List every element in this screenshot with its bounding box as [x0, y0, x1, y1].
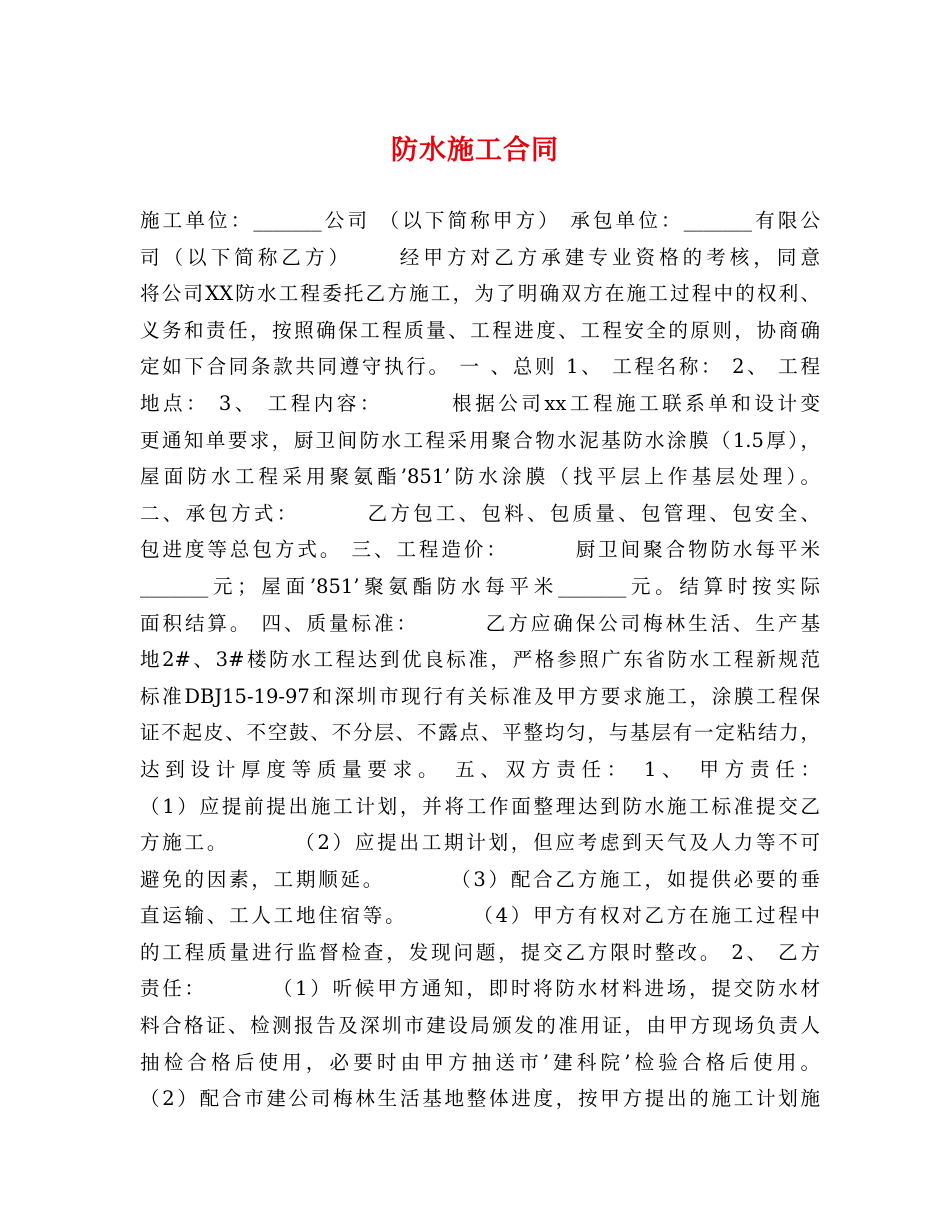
body-line: 责任： （1）听候甲方通知，即时将防水材料进场，提交防水材 [140, 977, 820, 1001]
body-line: 二、承包方式： 乙方包工、包料、包质量、包管理、包安全、 [140, 501, 820, 525]
body-line: 直运输、工人工地住宿等。 （4）甲方有权对乙方在施工过程中 [140, 904, 820, 928]
body-line: 达到设计厚度等质量要求。 五、双方责任： 1、 甲方责任： [140, 757, 820, 781]
body-line: 屋面防水工程采用聚氨酯’851’防水涂膜（找平层上作基层处理）。 [140, 465, 820, 489]
body-line: 的工程质量进行监督检查，发现问题，提交乙方限时整改。 2、 乙方 [140, 940, 820, 964]
body-line: 将公司XX防水工程委托乙方施工，为了明确双方在施工过程中的权利、 [140, 282, 820, 306]
contract-body [140, 203, 820, 1118]
body-line: 方施工。 （2）应提出工期计划，但应考虑到天气及人力等不可 [140, 831, 820, 855]
body-line: _______元；屋面’851’聚氨酯防水每平米_______元。结算时按实际 [140, 574, 820, 598]
body-line: 抽检合格后使用，必要时由甲方抽送市’建科院’检验合格后使用。 [140, 1050, 820, 1074]
body-line: 定如下合同条款共同遵守执行。 一 、总则 1、 工程名称： 2、 工程 [140, 355, 820, 379]
body-line: 地点： 3、 工程内容： 根据公司xx工程施工联系单和设计变 [140, 391, 820, 415]
body-line: 标准DBJ15-19-97和深圳市现行有关标准及甲方要求施工，涂膜工程保 [140, 684, 820, 708]
body-line: 施工单位：_______公司 （以下简称甲方） 承包单位：_______有限公 [140, 209, 820, 232]
body-line: 面积结算。 四、质量标准： 乙方应确保公司梅林生活、生产基 [140, 611, 820, 635]
body-line: 料合格证、检测报告及深圳市建设局颁发的准用证，由甲方现场负责人 [140, 1014, 820, 1038]
body-line: 避免的因素，工期顺延。 （3）配合乙方施工，如提供必要的垂 [140, 867, 820, 891]
document-title: 防水施工合同 [391, 135, 559, 166]
body-line: 司（以下简称乙方） 经甲方对乙方承建专业资格的考核，同意 [140, 245, 820, 269]
body-line: 证不起皮、不空鼓、不分层、不露点、平整均匀，与基层有一定粘结力， [140, 721, 820, 745]
body-line: 包进度等总包方式。 三、工程造价： 厨卫间聚合物防水每平米 [140, 538, 820, 562]
body-line: 地2#、3#楼防水工程达到优良标准，严格参照广东省防水工程新规范 [140, 648, 820, 672]
body-line: （1）应提前提出施工计划，并将工作面整理达到防水施工标准提交乙 [140, 794, 820, 818]
body-line: 更通知单要求，厨卫间防水工程采用聚合物水泥基防水涂膜（1.5厚）， [140, 428, 820, 452]
body-line: （2）配合市建公司梅林生活基地整体进度，按甲方提出的施工计划施 [140, 1087, 820, 1111]
body-line: 义务和责任，按照确保工程质量、工程进度、工程安全的原则，协商确 [140, 318, 820, 342]
